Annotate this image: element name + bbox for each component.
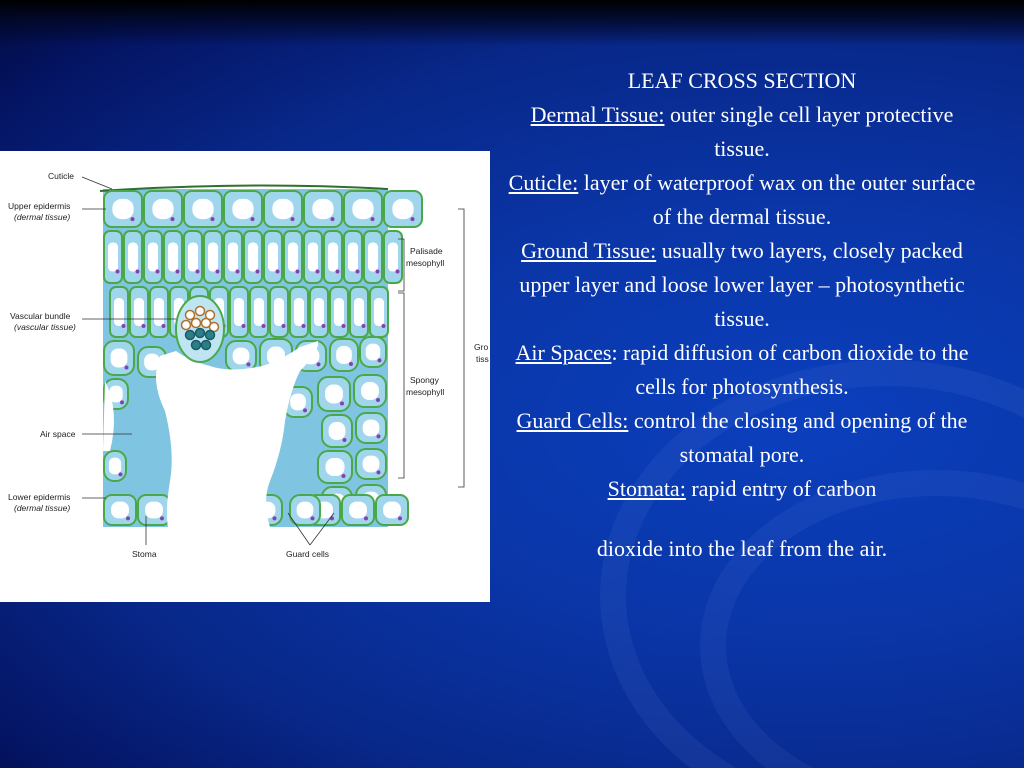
leaf-cell	[318, 377, 350, 411]
label-guard-cells: Guard cells	[286, 549, 329, 559]
leaf-cell	[104, 495, 136, 525]
leaf-cell	[224, 191, 262, 227]
leaf-cell	[104, 451, 126, 481]
label-vascular-bundle-sub: (vascular tissue)	[14, 322, 76, 332]
term-guard-cells: Guard Cells:	[516, 408, 629, 433]
vascular-cell	[192, 341, 201, 350]
leaf-cell	[184, 191, 222, 227]
leaf-cell	[376, 495, 408, 525]
definition-air-spaces	[506, 336, 978, 404]
definition-cuticle	[506, 166, 978, 234]
leaf-cell	[144, 231, 162, 283]
leaf-cell	[244, 231, 262, 283]
leaf-cell	[364, 231, 382, 283]
definition-stomata	[506, 472, 978, 506]
leaf-diagram	[0, 151, 490, 602]
leaf-cell	[344, 231, 362, 283]
term-cuticle: Cuticle:	[508, 170, 579, 195]
leaf-cell	[230, 287, 248, 337]
desc-dermal-tissue: outer single cell layer protective tissue.	[664, 102, 954, 161]
label-stoma: Stoma	[132, 549, 157, 559]
leaf-cell	[104, 231, 122, 283]
leaf-cell	[304, 231, 322, 283]
top-shadow-band	[0, 0, 1024, 46]
leaf-cell	[264, 231, 282, 283]
label-ground-1: Gro	[474, 342, 489, 352]
label-lower-epidermis: Lower epidermis	[8, 492, 71, 502]
leaf-cell	[324, 231, 342, 283]
slide-title: LEAF CROSS SECTION	[627, 68, 857, 93]
leaf-cell	[384, 191, 422, 227]
leaf-cell	[318, 451, 352, 483]
label-spongy-2: mesophyll	[406, 387, 445, 397]
definition-ground-tissue	[506, 234, 978, 336]
definition-stomata-continued: dioxide into the leaf from the air.	[596, 536, 888, 561]
leaf-cell	[342, 495, 374, 525]
leaf-cell	[304, 191, 342, 227]
leaf-cell	[184, 231, 202, 283]
label-upper-epidermis: Upper epidermis	[8, 201, 71, 211]
leaf-cell	[164, 231, 182, 283]
leaf-cell	[356, 449, 386, 479]
label-palisade-1: Palisade	[410, 246, 443, 256]
leaf-cell	[226, 341, 256, 371]
vascular-cell	[196, 329, 205, 338]
leaf-cell	[104, 191, 142, 227]
desc-guard-cells: control the closing and opening of the stomatal pore.	[628, 408, 968, 467]
vascular-cell	[192, 319, 201, 328]
label-air-space: Air space	[40, 429, 76, 439]
slide-text-block	[506, 64, 978, 566]
term-dermal-tissue: Dermal Tissue:	[530, 102, 665, 127]
vascular-bundle-graphic	[176, 296, 224, 362]
leaf-cell	[144, 191, 182, 227]
leaf-cell	[150, 287, 168, 337]
leaf-cell	[356, 413, 386, 443]
leaf-cell	[110, 287, 128, 337]
leaf-cell	[290, 495, 320, 525]
label-ground-2: tiss	[476, 354, 489, 364]
leaf-cell	[130, 287, 148, 337]
leaf-cross-section-figure	[0, 151, 490, 602]
leaf-cell	[124, 231, 142, 283]
leaf-cell	[264, 191, 302, 227]
leaf-cell	[250, 287, 268, 337]
term-ground-tissue: Ground Tissue:	[521, 238, 657, 263]
vascular-cell	[182, 321, 191, 330]
leaf-cell	[204, 231, 222, 283]
term-stomata: Stomata:	[607, 476, 686, 501]
label-lower-epidermis-sub: (dermal tissue)	[14, 503, 71, 513]
leaf-cell	[360, 337, 386, 367]
desc-ground-tissue: usually two layers, closely packed upper layer and loose lower layer – photosynthetic tissue.	[519, 238, 965, 331]
vascular-cell	[196, 307, 205, 316]
vascular-cell	[206, 331, 215, 340]
leaf-cell	[224, 231, 242, 283]
definition-guard-cells	[506, 404, 978, 472]
vascular-cell	[202, 341, 211, 350]
label-spongy-1: Spongy	[410, 375, 439, 385]
definition-dermal-tissue	[506, 98, 978, 166]
leaf-cell	[138, 495, 170, 525]
leaf-cell	[322, 415, 352, 447]
leaf-cell	[350, 287, 368, 337]
leaf-cell	[284, 231, 302, 283]
leaf-cell	[290, 287, 308, 337]
leaf-cell	[370, 287, 388, 337]
term-air-spaces: Air Spaces	[515, 340, 612, 365]
leaf-cell	[310, 287, 328, 337]
desc-stomata: rapid entry of carbon	[685, 476, 877, 501]
vascular-cell	[186, 311, 195, 320]
leaf-cell	[344, 191, 382, 227]
desc-cuticle: layer of waterproof wax on the outer surface of the dermal tissue.	[578, 170, 976, 229]
leaf-cell	[270, 287, 288, 337]
label-cuticle: Cuticle	[48, 171, 74, 181]
label-palisade-2: mesophyll	[406, 258, 445, 268]
leaf-cell	[354, 375, 386, 407]
leaf-cell	[330, 339, 358, 371]
leaf-cell	[104, 341, 134, 375]
vascular-cell	[186, 331, 195, 340]
label-upper-epidermis-sub: (dermal tissue)	[14, 212, 71, 222]
desc-air-spaces: : rapid diffusion of carbon dioxide to the cells for photosynthesis.	[611, 340, 969, 399]
leaf-cell	[330, 287, 348, 337]
label-vascular-bundle: Vascular bundle	[10, 311, 71, 321]
